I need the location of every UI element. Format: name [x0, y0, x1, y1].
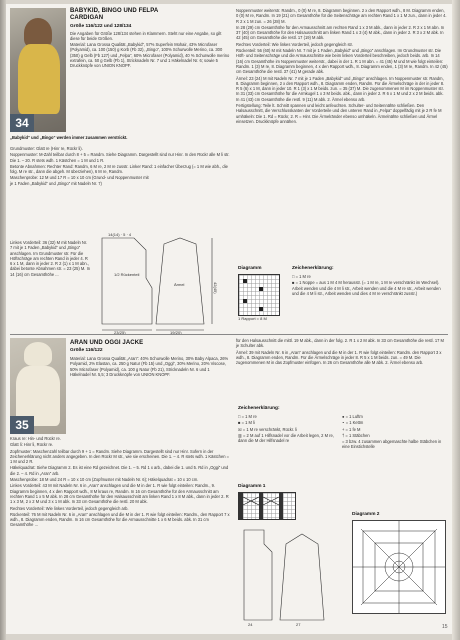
- col2-para-2: In 28 (29) cm Gesamthöhe für den Armausschnitt am rechten Rand 1 x 3 M abk., dann in jeder 2. R 2 x 1 M abn. In 37 (40) cm Gesamthöhe für den Halsausschnitt am linken Rand 1 x 3 (4) M abk., dann in jeder 2. R 3 x 2 M abk. In 42 (45) cm Gesamthöhe die restl. 17 (19) M abk.: [236, 24, 445, 41]
- schematic-sleeve-label: Ärmel: [174, 282, 185, 287]
- grundmuster-text: Grundmuster: Glatt re (Hinr re, Rückr li).: [10, 146, 83, 151]
- project2-col1: [10, 436, 230, 529]
- child-photo-cardigan: [10, 8, 66, 132]
- project1-col2: [236, 8, 448, 125]
- rueckenteil-2-text: Rückenteil: 76 M mit Nadeln Nr. 6 in „Aran“ anschlagen und die M in der 1. R wie folgt einteilen: Randm., den Rapport 7 x wdh., 8. Diagramm enden, Randm. In 16 cm Gesamthöhe für die Armausschnitte 1 x 6 M beids. abk. In 31 cm Gesamthöhe ...: [10, 511, 230, 528]
- svg-text:23(25): 23(25): [114, 330, 126, 335]
- maschenprobe-text: Maschenprobe: 12 M und 17 R = 10 x 10 cm (Grund- und Noppenmuster mit je 1 Faden „Babykid“ und „Bingo“ mit Nadeln Nr. 7): [10, 175, 149, 186]
- schematic-drawing: [94, 232, 228, 336]
- noppen-marks: [239, 275, 279, 315]
- project2-material: Material: Lana Grossa Qualität „Aran“: 40% Schurwolle Merino, 30% Baby Alpaca, 26% Polyamid, 2% Elastan, ca. 250 g Natur (Fb 15) und „Oggi“, 30% Merino, 20% Viscose, 50% Microfaser (Polyamid), ca. 100 g Natur (Fb 21), Stricknadeln Nr. 6 und 1 Häkelnadel Nr. 5,5; 3 Druckknöpfe von UNION KNOPF.: [70, 356, 229, 377]
- legend2-chain: ● = 1 Luftm: [342, 414, 363, 419]
- cable-marks: [239, 493, 295, 519]
- pattern-number-badge: 34: [10, 114, 34, 132]
- legend2-knit: □ = 1 M re: [238, 414, 257, 419]
- rueckenteil-text: Rückenteil: 56 (60) M mit Nadeln Nr. 7 mit je 1 Faden „Babykid“ und „Bingo“ anschlagen. Im Grundmuster str. Die Höft- und Seitenschräge und die Armausschnitte wie beim linken Vorderteil beschreiben, jedoch beids. arb. In 14 (16) cm Gesamthöhe im Noppenmuster weiterstr., dabei in der 1. R 1 M abn. = 41 (45) M und M wie folgt einteilen: Randm. 1 (3) M re, 8. Diagramm beginnen, 4 x den Rapport wdh., 8. Diagramm enden, 1 (3) M re, Randm. In 42 (45) cm Gesamthöhe die restl. 37 (41) M gerade abk.: [236, 48, 448, 75]
- pattern-page: [6, 4, 452, 634]
- fertigstellung-text: Fertigstellung: Teile lt. Schnitt spannen und leicht anfeuchten. Schulter- und Seitennähte schließen. Den Halsausschnitt, die Verschlusskanten der Vorderteile und den unteren Rand in „Felpa“ doppelfädig mit je 2 R fe M umhäkeln: Die 1. Rd = Rückr, 2. R = Hinr. Die Ärmelränder ebenso umhäkeln. Ärmelnähte schließen und Ärmel einsetzen. Druckknöpfe annähen.: [236, 103, 442, 124]
- crochet-square-diagram: [352, 520, 446, 614]
- child-photo-jacket: [10, 338, 66, 434]
- noppen-diagram-grid: [238, 274, 280, 316]
- project2-col2: [236, 338, 448, 366]
- legend2-twisted: ☒ = 1 M re verschränkt, Rückr. li: [238, 426, 298, 432]
- legend-bobble: ■ = 1 Noppe = aus 1 M 4 M herausstr. (= 1 M re, 1 M re verschränkt im Wechsel). Arbeit wenden und die 4 M li str., Arbeit wenden und die 4 M re str., Arbeit wenden und die 4 M li str., Arbeit wenden und dies 4 M re verschränkt zusstr.): [292, 280, 441, 296]
- linkes-vorderteil-2-text: Linkes Vorderteil: 43 M mit Nadeln Nr. 6 in „Aran“ anschlagen und die M in der 1. R wie folgt einteilen: Randm., 9. Diagramm beginnen, 4 x den Rapport wdh., 8 M kraus re, Randm. In 16 cm Gesamthöhe für den Armausschnitt am rechten Rand 1 x 5 M abk. In 28 cm Gesamthöhe für den Halsausschnitt am linken Rand 1 x 8 M abk., dann in jeder 2. R 1 x 3 M, 2 x 2 M und 3 x 1 M abk. In 33 cm Gesamthöhe die restl. 20 M abk.: [10, 483, 229, 505]
- project2-size: Größe 116/122: [70, 348, 103, 353]
- project1-col1: [10, 146, 230, 187]
- col2-para-1: Noppenmuster weiterstr. Randm., 0 (0) M re, 8. Diagramm beginnen. 2 x den Rapport wdh., 8 M. Diagramm enden, 0 (0) M re, Randm. In 19 (21) cm Gesamthöhe für die Seitenschräge am rechten Rand 1 x 1 M zun., dann in jeder 4. R 2 x 1 M zun. = 26 (28) M.: [236, 8, 447, 24]
- title-line-1: BABYKID, BINGO UND FELPA: [70, 8, 159, 14]
- svg-text:19(20): 19(20): [170, 330, 182, 335]
- legend-list: [292, 274, 446, 297]
- maschenprobe-2-text: Maschenprobe: 18 M und 24 R = 10 x 10 cm (Zopfmuster mit Nadeln Nr. 6); Häkelquadrat = 10 x 10 cm.: [10, 477, 199, 483]
- svg-text:24: 24: [248, 622, 253, 627]
- legend2-sc: + = 1 fe M: [342, 426, 361, 432]
- page-edge-right: [452, 0, 460, 640]
- abnahmen-text: Betonte Abnahmen: Rechter Rand: Randm, 6 M re, 2 M re zusstr. Linker Rand: 1 einfacher Überzug (= 1 M wie abh., die folg. M re str., dann die abgeh. M überziehen), 6 M re, Randm.: [10, 163, 228, 175]
- haekelquadrat-text: Häkelquadrat: Siehe Diagramm 2. Es ist eine Rd gezeichnet. Die 1. – 5. Rd 1 x arb., dabei die 1. und 5. Rd in „Oggi“ und die 2. – 4. Rd in „Aran“ arb.: [10, 465, 229, 476]
- diagram1-title: Diagramm 1: [238, 484, 266, 489]
- legend2-slip: ∘ = 1 Kettm: [342, 420, 364, 426]
- zopfmuster-text: Zopfmuster: Maschenzahl teilbar durch 9 + 1 = Randm. Siehe Diagramm. Dargestellt sind nur Hinr. Sofern in der Zeichenerklärung nicht anders angegeben. In den Rückr M str., wie sie erscheinen. Die 1. – 4. R stets wdh. 1 Kästchen = 1 M und 2 R.: [10, 448, 230, 465]
- cardigan-shape: [18, 44, 60, 114]
- legend2-cluster: = 3 bzw. 4 zusammen abgemaschte halbe Stäbchen in eine Einstichstelle: [342, 439, 442, 450]
- project1-linkes-vorderteil: Linkes Vorderteil: 36 (32) M mit Nadeln Nr. 7 mit je 1 Faden „Babykid“ und „Bingo“ anschlagen. Im Grundmuster str. Für die Höftschräge am rechten Rand in jeder 4. R 6 x 1 M, dann in jeder 2. R 2 (1) x 1 M abn., dabei betonte Abnahmen str. = 23 (25) M. In 14 (16) cm Gesamthöhe ...: [10, 240, 90, 277]
- legend-right-list: [342, 414, 446, 451]
- legend-title: Zeichenerklärung:: [292, 266, 334, 271]
- legend2-cable: ▥ = 2 M auf 1 Hilfsnadel vor die Arbeit legen, 2 M re, dann die M der Hilfsnadel re: [238, 432, 334, 444]
- project2-title: ARAN UND OGGI JACKE: [70, 340, 144, 346]
- svg-text:14(14) · 5 · 4: 14(14) · 5 · 4: [108, 232, 132, 237]
- project1-size: Größe 116/122 und 128/134: [70, 24, 132, 29]
- cable-diagram-grid: [238, 492, 296, 520]
- pattern-number-badge-2: 35: [10, 416, 34, 434]
- rechtes-vorderteil-2-text: Rechtes Vorderteil: Wie linkes Vorderteil, jedoch gegengleich arb.: [10, 505, 129, 511]
- section-divider: [10, 334, 448, 335]
- noppenmuster-text: Noppenmuster: M-Zahl teilbar durch 8 + 5 = Randm. Siehe Diagramm. Dargestellt sind nur Hinr. In den Rückr alle M li str. Die 1. – 20. R stets wdh. 1 Kästchen = 1 M und 1 R.: [10, 152, 230, 163]
- project1-material: Material: Lana Grossa Qualität „Babykid“, 57% Superfein Mohair, 43% Microfaser (Polyamid), ca. 100 (150) g Korb (Fb 32), „Bingo“, 100% Schurwolle Merino, ca. 300 (350) g Gelb (Fb 127) und „Felpa“, 60% Microfaser (Polyamid), 40 % Schurwolle merino extrafein, ca. 50 g Gelb (Fb 1), Stricknadeln Nr. 7 und 1 Häkelnadel Nr. 6; sowie 5 Druckknöpfe von UNION KNOPF.: [70, 42, 230, 69]
- aermel-text: Ärmel: 23 (24) M mit Nadeln Nr. 7 mit je 1 Faden „Babykid“ und „Bingo“ anschlagen. Im Noppenmuster str. Randm, 8. Diagramm beginnen, 2 x den Rapport wdh., 8. Diagramm enden, Randm. Für die Ärmelschräge in der in jeder 8. R 5 (6) x 1 M, dann in jeder 10. R 1 (3) x 1 M beids. zun. = 35 (37) M. Die zugenommenen M im Noppenmuster str. In 31 (33) cm Gesamthöhe für die Armkugel 1 x 3 M beids. abk., dann in jeder 2. R 6 x 1 M und 2 x 2 M beids. abk. In 41 (43) cm Gesamthöhe die restl. 9 (11) M abk. 2. Ärmel ebenso arb.: [236, 75, 445, 102]
- svg-text:27: 27: [296, 622, 301, 627]
- schematic-back-label: 1/2 Rückenteil: [114, 272, 140, 277]
- crochet-square-marks: [353, 521, 445, 613]
- garment-schematic: [94, 232, 228, 336]
- project1-intro: Die Angaben für Größe 128/134 stehen in Klammern. Steht nur eine Angabe, so gilt diese für beide Größen.: [70, 31, 222, 42]
- legend-title-2: Zeichenerklärung:: [238, 406, 280, 411]
- hat-shape: [24, 342, 52, 366]
- jacket-schematic-drawing: [238, 524, 338, 628]
- legend2-dc: † = 1 Stäbchen: [342, 432, 370, 438]
- title-line-2: CARDIGAN: [70, 15, 104, 21]
- rechtes-vorderteil-text: Rechtes Vorderteil: Wie linkes Vorderteil, jedoch gegengleich str.: [236, 41, 353, 47]
- svg-text:42(45): 42(45): [213, 282, 218, 294]
- rapport-label: 1 Rapport = 8 M: [238, 316, 267, 321]
- aermel-2-text: Ärmel: 39 mit Nadeln Nr. 6 in „Aran“ anschlagen und die M in der 1. R wie folgt einteilen: Randm. den Rapport 3 x wdh., 8. Diagramm enden, Randm. Für die Ärmelschräge in jeder 8. R 5 x 1 M beids. zun. = 49 M. Die zugenommenen M in das Zopfmuster einfügen. In 26 cm Gesamthöhe alle M abk. 2. Ärmel ebenso arb.: [236, 349, 442, 366]
- project1-title: [70, 8, 230, 22]
- jacket-schematic: [238, 524, 338, 628]
- project1-note: „Babykid“ und „Bingo“ werden immer zusammen verstrickt.: [10, 135, 128, 140]
- halsausschnitt-text: für den Halsausschnitt die mittl. 19 M abk., dann in der folg. 2. R 1 x 2 M abk. In 33 cm Gesamthöhe die restl. 17 M je Schulter abk.: [236, 338, 444, 349]
- page-number: 15: [442, 624, 448, 630]
- legend-left-list: [238, 414, 338, 444]
- glatt-text: Glatt li: Hinr li, Rückr re.: [10, 442, 54, 448]
- kraus-text: Kraus re: Hin- und Rückr re.: [10, 436, 61, 441]
- diagram-title: Diagramm: [238, 266, 262, 271]
- legend2-purl: ■ = 1 M li: [238, 420, 255, 426]
- diagram2-title: Diagramm 2: [352, 512, 380, 517]
- legend-knit: □ = 1 M re: [292, 274, 311, 279]
